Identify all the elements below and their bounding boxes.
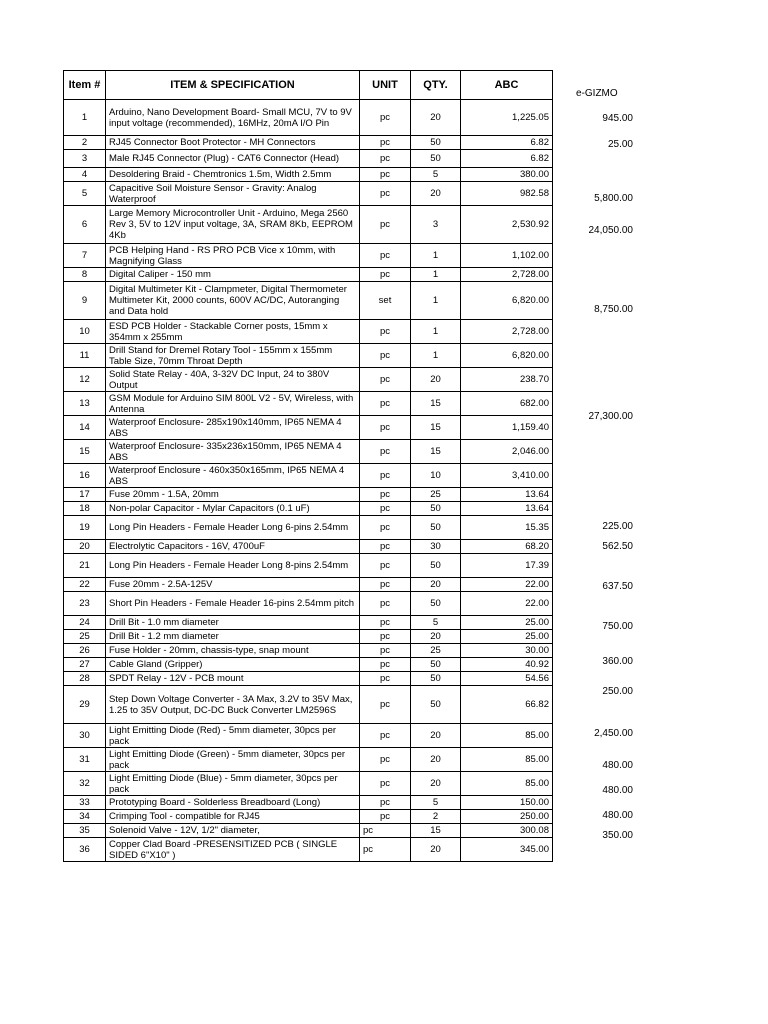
item-number-cell: 28 [64, 672, 106, 686]
item-number-cell: 4 [64, 168, 106, 182]
item-spec-cell: Non-polar Capacitor - Mylar Capacitors (0.1 uF) [106, 502, 360, 516]
item-number-cell: 25 [64, 630, 106, 644]
qty-cell: 50 [411, 554, 461, 578]
qty-cell: 50 [411, 136, 461, 150]
abc-cell: 345.00 [461, 838, 553, 862]
table-row [64, 838, 553, 862]
table-row [64, 392, 553, 416]
abc-cell: 6.82 [461, 150, 553, 168]
item-spec-cell: Light Emitting Diode (Red) - 5mm diameter, 30pcs per pack [106, 724, 360, 748]
egizmo-price: 250.00 [602, 685, 633, 697]
item-spec-cell: RJ45 Connector Boot Protector - MH Connectors [106, 136, 360, 150]
item-number-cell: 14 [64, 416, 106, 440]
qty-cell: 20 [411, 838, 461, 862]
qty-cell: 10 [411, 464, 461, 488]
egizmo-price: 637.50 [602, 580, 633, 592]
item-spec-cell: Drill Stand for Dremel Rotary Tool - 155mm x 155mm Table Size, 70mm Throat Depth [106, 344, 360, 368]
item-spec-cell: Long Pin Headers - Female Header Long 6-pins 2.54mm [106, 516, 360, 540]
header-spec: ITEM & SPECIFICATION [106, 71, 360, 100]
item-spec-cell: Light Emitting Diode (Green) - 5mm diameter, 30pcs per pack [106, 748, 360, 772]
qty-cell: 50 [411, 592, 461, 616]
egizmo-price: 27,300.00 [588, 410, 633, 422]
item-spec-cell: Capacitive Soil Moisture Sensor - Gravity: Analog Waterproof [106, 182, 360, 206]
table-row [64, 616, 553, 630]
item-spec-cell: Male RJ45 Connector (Plug) - CAT6 Connector (Head) [106, 150, 360, 168]
table-row [64, 592, 553, 616]
unit-cell: pc [360, 168, 411, 182]
table-row [64, 136, 553, 150]
qty-cell: 20 [411, 578, 461, 592]
table-row [64, 416, 553, 440]
abc-cell: 13.64 [461, 488, 553, 502]
table-row [64, 100, 553, 136]
abc-cell: 85.00 [461, 748, 553, 772]
abc-cell: 25.00 [461, 616, 553, 630]
abc-cell: 66.82 [461, 686, 553, 724]
item-number-cell: 1 [64, 100, 106, 136]
item-number-cell: 8 [64, 268, 106, 282]
unit-cell: pc [360, 268, 411, 282]
egizmo-price: 562.50 [602, 540, 633, 552]
item-number-cell: 13 [64, 392, 106, 416]
abc-cell: 15.35 [461, 516, 553, 540]
qty-cell: 20 [411, 182, 461, 206]
item-spec-cell: SPDT Relay - 12V - PCB mount [106, 672, 360, 686]
unit-cell: pc [360, 748, 411, 772]
abc-cell: 2,046.00 [461, 440, 553, 464]
item-spec-cell: Copper Clad Board -PRESENSITIZED PCB ( SINGLE SIDED 6"X10" ) [106, 838, 360, 862]
table-row [64, 658, 553, 672]
abc-cell: 2,530.92 [461, 206, 553, 244]
table-row [64, 150, 553, 168]
unit-cell: pc [360, 182, 411, 206]
abc-cell: 85.00 [461, 772, 553, 796]
item-number-cell: 31 [64, 748, 106, 772]
item-spec-cell: Digital Multimeter Kit - Clampmeter, Digital Thermometer Multimeter Kit, 2000 counts, 600V AC/DC, Autoranging and Data hold [106, 282, 360, 320]
table-row [64, 464, 553, 488]
item-spec-cell: Waterproof Enclosure - 460x350x165mm, IP65 NEMA 4 ABS [106, 464, 360, 488]
unit-cell: pc [360, 344, 411, 368]
qty-cell: 1 [411, 244, 461, 268]
qty-cell: 20 [411, 630, 461, 644]
header-qty: QTY. [411, 71, 461, 100]
table-row [64, 368, 553, 392]
item-spec-cell: Electrolytic Capacitors - 16V, 4700uF [106, 540, 360, 554]
egizmo-price: 360.00 [602, 655, 633, 667]
abc-cell: 25.00 [461, 630, 553, 644]
item-number-cell: 11 [64, 344, 106, 368]
unit-cell: pc [360, 502, 411, 516]
qty-cell: 25 [411, 488, 461, 502]
table-row [64, 824, 553, 838]
header-unit: UNIT [360, 71, 411, 100]
abc-cell: 22.00 [461, 578, 553, 592]
item-number-cell: 18 [64, 502, 106, 516]
table-row [64, 772, 553, 796]
item-number-cell: 23 [64, 592, 106, 616]
unit-cell: pc [360, 724, 411, 748]
table-row [64, 320, 553, 344]
unit-cell: pc [360, 392, 411, 416]
header-row [64, 71, 553, 100]
abc-cell: 1,102.00 [461, 244, 553, 268]
item-number-cell: 33 [64, 796, 106, 810]
unit-cell: pc [360, 150, 411, 168]
unit-cell: pc [360, 516, 411, 540]
qty-cell: 20 [411, 748, 461, 772]
egizmo-price: 8,750.00 [594, 303, 633, 315]
unit-cell: pc [360, 810, 411, 824]
item-number-cell: 16 [64, 464, 106, 488]
item-spec-cell: Digital Caliper - 150 mm [106, 268, 360, 282]
qty-cell: 3 [411, 206, 461, 244]
item-spec-cell: Fuse 20mm - 2.5A-125V [106, 578, 360, 592]
table-row [64, 344, 553, 368]
abc-cell: 1,225.05 [461, 100, 553, 136]
unit-cell: pc [360, 796, 411, 810]
abc-cell: 150.00 [461, 796, 553, 810]
table-row [64, 282, 553, 320]
unit-cell: pc [360, 416, 411, 440]
unit-cell: pc [360, 824, 411, 838]
table-row [64, 182, 553, 206]
header-egizmo: e-GIZMO [576, 88, 618, 99]
table-row [64, 540, 553, 554]
unit-cell: pc [360, 630, 411, 644]
qty-cell: 2 [411, 810, 461, 824]
abc-cell: 982.58 [461, 182, 553, 206]
table-row [64, 206, 553, 244]
item-number-cell: 21 [64, 554, 106, 578]
abc-cell: 13.64 [461, 502, 553, 516]
unit-cell: pc [360, 244, 411, 268]
item-spec-cell: ESD PCB Holder - Stackable Corner posts, 15mm x 354mm x 255mm [106, 320, 360, 344]
qty-cell: 1 [411, 344, 461, 368]
qty-cell: 5 [411, 616, 461, 630]
egizmo-price: 480.00 [602, 809, 633, 821]
egizmo-price: 2,450.00 [594, 727, 633, 739]
table-row [64, 440, 553, 464]
qty-cell: 15 [411, 824, 461, 838]
table-row [64, 672, 553, 686]
item-number-cell: 15 [64, 440, 106, 464]
item-number-cell: 9 [64, 282, 106, 320]
item-spec-cell: Fuse Holder - 20mm, chassis-type, snap mount [106, 644, 360, 658]
qty-cell: 50 [411, 672, 461, 686]
item-spec-cell: Fuse 20mm - 1.5A, 20mm [106, 488, 360, 502]
qty-cell: 1 [411, 320, 461, 344]
item-spec-cell: Waterproof Enclosure- 335x236x150mm, IP65 NEMA 4 ABS [106, 440, 360, 464]
item-number-cell: 26 [64, 644, 106, 658]
item-number-cell: 24 [64, 616, 106, 630]
item-spec-cell: PCB Helping Hand - RS PRO PCB Vice x 10mm, with Magnifying Glass [106, 244, 360, 268]
unit-cell: pc [360, 464, 411, 488]
qty-cell: 1 [411, 282, 461, 320]
qty-cell: 20 [411, 368, 461, 392]
qty-cell: 15 [411, 416, 461, 440]
unit-cell: pc [360, 320, 411, 344]
qty-cell: 50 [411, 502, 461, 516]
header-abc: ABC [461, 71, 553, 100]
abc-cell: 6,820.00 [461, 282, 553, 320]
item-number-cell: 12 [64, 368, 106, 392]
unit-cell: pc [360, 488, 411, 502]
abc-cell: 6,820.00 [461, 344, 553, 368]
abc-cell: 300.08 [461, 824, 553, 838]
item-spec-cell: GSM Module for Arduino SIM 800L V2 - 5V, Wireless, with Antenna [106, 392, 360, 416]
table-row [64, 502, 553, 516]
item-spec-cell: Desoldering Braid - Chemtronics 1.5m, Width 2.5mm [106, 168, 360, 182]
item-spec-cell: Drill Bit - 1.0 mm diameter [106, 616, 360, 630]
item-spec-cell: Light Emitting Diode (Blue) - 5mm diameter, 30pcs per pack [106, 772, 360, 796]
table-row [64, 644, 553, 658]
abc-cell: 3,410.00 [461, 464, 553, 488]
unit-cell: set [360, 282, 411, 320]
item-spec-cell: Cable Gland (Gripper) [106, 658, 360, 672]
unit-cell: pc [360, 658, 411, 672]
item-number-cell: 17 [64, 488, 106, 502]
unit-cell: pc [360, 440, 411, 464]
unit-cell: pc [360, 136, 411, 150]
item-spec-cell: Arduino, Nano Development Board- Small MCU, 7V to 9V input voltage (recommended), 16MHz, 20mA I/O Pin [106, 100, 360, 136]
egizmo-price: 480.00 [602, 784, 633, 796]
item-number-cell: 10 [64, 320, 106, 344]
qty-cell: 50 [411, 658, 461, 672]
unit-cell: pc [360, 772, 411, 796]
item-number-cell: 5 [64, 182, 106, 206]
abc-cell: 54.56 [461, 672, 553, 686]
egizmo-price: 750.00 [602, 620, 633, 632]
item-spec-cell: Waterproof Enclosure- 285x190x140mm, IP65 NEMA 4 ABS [106, 416, 360, 440]
unit-cell: pc [360, 578, 411, 592]
unit-cell: pc [360, 686, 411, 724]
table-row [64, 516, 553, 540]
qty-cell: 20 [411, 772, 461, 796]
procurement-table [63, 70, 553, 862]
item-number-cell: 2 [64, 136, 106, 150]
egizmo-price: 350.00 [602, 829, 633, 841]
abc-cell: 68.20 [461, 540, 553, 554]
table-row [64, 796, 553, 810]
egizmo-price: 480.00 [602, 759, 633, 771]
qty-cell: 1 [411, 268, 461, 282]
table-row [64, 686, 553, 724]
abc-cell: 250.00 [461, 810, 553, 824]
item-number-cell: 6 [64, 206, 106, 244]
table-row [64, 578, 553, 592]
item-spec-cell: Short Pin Headers - Female Header 16-pins 2.54mm pitch [106, 592, 360, 616]
table-row [64, 168, 553, 182]
abc-cell: 85.00 [461, 724, 553, 748]
qty-cell: 20 [411, 100, 461, 136]
table-row [64, 630, 553, 644]
egizmo-price: 25.00 [607, 138, 633, 150]
table-row [64, 724, 553, 748]
item-spec-cell: Large Memory Microcontroller Unit - Arduino, Mega 2560 Rev 3, 5V to 12V input voltage, 3A, SRAM 8Kb, EEPROM 4Kb [106, 206, 360, 244]
item-number-cell: 3 [64, 150, 106, 168]
qty-cell: 15 [411, 392, 461, 416]
item-spec-cell: Drill Bit - 1.2 mm diameter [106, 630, 360, 644]
item-spec-cell: Step Down Voltage Converter - 3A Max, 3.2V to 35V Max, 1.25 to 35V Output, DC-DC Buck Converter LM2596S [106, 686, 360, 724]
item-number-cell: 36 [64, 838, 106, 862]
abc-cell: 30.00 [461, 644, 553, 658]
qty-cell: 30 [411, 540, 461, 554]
qty-cell: 50 [411, 516, 461, 540]
abc-cell: 22.00 [461, 592, 553, 616]
item-number-cell: 32 [64, 772, 106, 796]
item-number-cell: 7 [64, 244, 106, 268]
abc-cell: 1,159.40 [461, 416, 553, 440]
unit-cell: pc [360, 672, 411, 686]
table-row [64, 488, 553, 502]
qty-cell: 20 [411, 724, 461, 748]
qty-cell: 15 [411, 440, 461, 464]
unit-cell: pc [360, 644, 411, 658]
egizmo-price: 24,050.00 [588, 224, 633, 236]
unit-cell: pc [360, 540, 411, 554]
abc-cell: 2,728.00 [461, 268, 553, 282]
item-spec-cell: Solenoid Valve - 12V, 1/2" diameter, [106, 824, 360, 838]
unit-cell: pc [360, 592, 411, 616]
table-row [64, 748, 553, 772]
unit-cell: pc [360, 616, 411, 630]
abc-cell: 6.82 [461, 136, 553, 150]
item-spec-cell: Long Pin Headers - Female Header Long 8-pins 2.54mm [106, 554, 360, 578]
item-spec-cell: Solid State Relay - 40A, 3-32V DC Input, 24 to 380V Output [106, 368, 360, 392]
abc-cell: 682.00 [461, 392, 553, 416]
item-number-cell: 30 [64, 724, 106, 748]
unit-cell: pc [360, 838, 411, 862]
unit-cell: pc [360, 100, 411, 136]
abc-cell: 380.00 [461, 168, 553, 182]
qty-cell: 5 [411, 796, 461, 810]
abc-cell: 2,728.00 [461, 320, 553, 344]
item-number-cell: 34 [64, 810, 106, 824]
unit-cell: pc [360, 206, 411, 244]
egizmo-price: 225.00 [602, 520, 633, 532]
abc-cell: 40.92 [461, 658, 553, 672]
item-number-cell: 29 [64, 686, 106, 724]
egizmo-price: 945.00 [602, 112, 633, 124]
egizmo-price: 5,800.00 [594, 192, 633, 204]
qty-cell: 5 [411, 168, 461, 182]
table-row [64, 244, 553, 268]
table-row [64, 554, 553, 578]
item-number-cell: 22 [64, 578, 106, 592]
item-number-cell: 19 [64, 516, 106, 540]
header-item-no: Item # [64, 71, 106, 100]
item-number-cell: 20 [64, 540, 106, 554]
table-row [64, 268, 553, 282]
item-spec-cell: Crimping Tool - compatible for RJ45 [106, 810, 360, 824]
unit-cell: pc [360, 368, 411, 392]
qty-cell: 50 [411, 686, 461, 724]
item-spec-cell: Prototyping Board - Solderless Breadboard (Long) [106, 796, 360, 810]
qty-cell: 50 [411, 150, 461, 168]
qty-cell: 25 [411, 644, 461, 658]
abc-cell: 17.39 [461, 554, 553, 578]
table-row [64, 810, 553, 824]
item-number-cell: 35 [64, 824, 106, 838]
unit-cell: pc [360, 554, 411, 578]
item-number-cell: 27 [64, 658, 106, 672]
abc-cell: 238.70 [461, 368, 553, 392]
